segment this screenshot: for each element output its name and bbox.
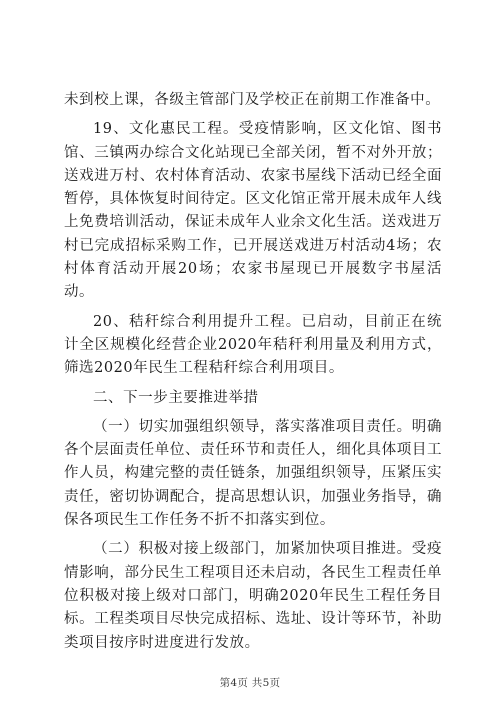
document-body — [64, 89, 442, 655]
paragraph-continuation: 未到校上课，各级主管部门及学校正在前期工作准备中。 — [64, 92, 441, 108]
paragraph-item-20: 20、秸秆综合利用提升工程。已启动，目前正在统计全区规模化经营企业2020年秸秆利用量及利用方式，筛选2020年民生工程秸秆综合利用项目。 — [64, 313, 442, 377]
page-number-footer: 第4页 共5页 — [219, 677, 281, 689]
paragraph-item-19: 19、文化惠民工程。受疫情影响，区文化馆、图书馆、三镇两办综合文化站现已全部关闭，暂不对外开放；送戏进万村、农村体育活动、农家书屋线下活动已经全面暂停，具体恢复时间待定。区文化馆正常开展未成年人线上免费培训活动，保证未成年人业余文化生活。送戏进万村已完成招标采购工作，已开展送戏进万村活动4场；农村体育活动开展20场；农家书屋现已开展数字书屋活动。 — [64, 121, 442, 301]
paragraph-measure-1: （一）切实加强组织领导，落实落准项目责任。明确各个层面责任单位、责任环节和责任人，细化具体项目工作人员，构建完整的责任链条，加强组织领导，压紧压实责任，密切协调配合，提高思想认识，加强业务指导，确保各项民生工作任务不折不扣落实到位。 — [64, 418, 442, 529]
section-heading: 二、下一步主要推进举措 — [93, 389, 259, 406]
paragraph-measure-2: （二）积极对接上级部门，加紧加快项目推进。受疫情影响，部分民生工程项目还未启动，各民生工程责任单位积极对接上级对口部门，明确2020年民生工程任务目标。工程类项目尽快完成招标、选址、设计等环节，补助类项目按序时进度进行发放。 — [64, 541, 442, 651]
